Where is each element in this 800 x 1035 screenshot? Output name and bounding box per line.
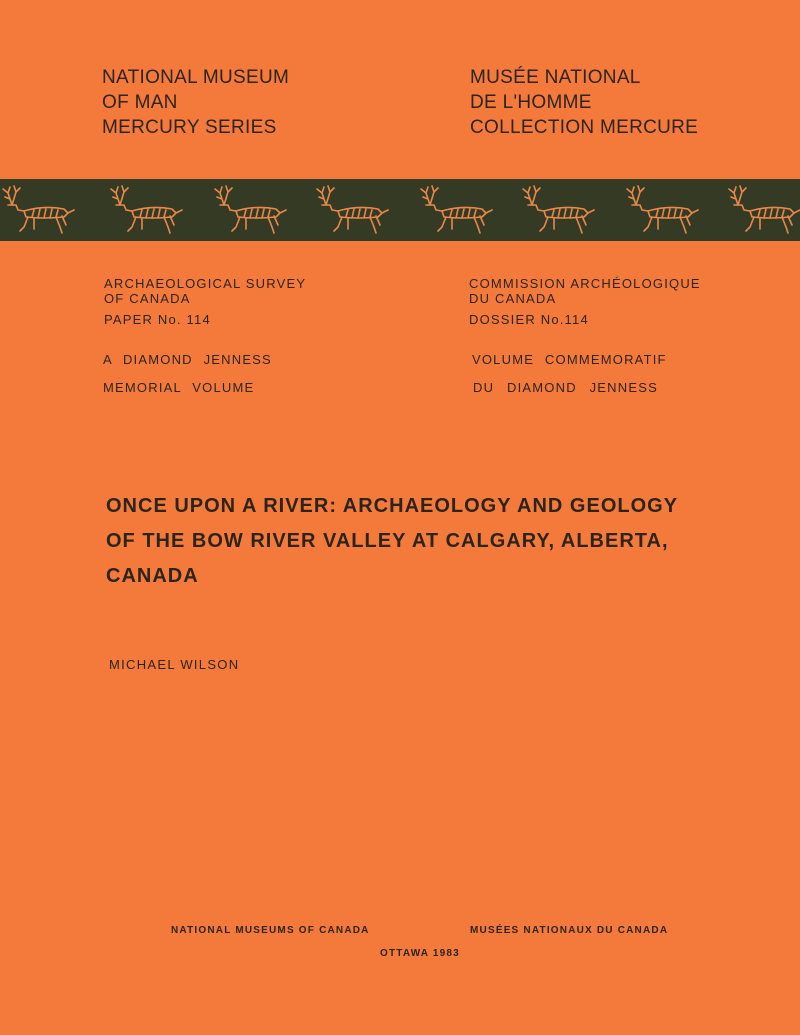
survey-en-line-2: OF CANADA: [104, 291, 191, 306]
dossier-number-fr: DOSSIER No.114: [469, 312, 589, 327]
series-en-line-1: NATIONAL MUSEUM: [102, 67, 290, 88]
survey-name-en: [104, 276, 306, 306]
survey-fr-line-2: DU CANADA: [469, 291, 557, 306]
caribou-petroglyph-icon: [111, 186, 182, 233]
paper-number-en: PAPER No. 114: [104, 312, 211, 327]
memorial-line-1-fr: VOLUME COMMEMORATIF: [472, 352, 667, 367]
series-en-line-2: OF MAN: [102, 92, 178, 113]
survey-name-fr: [469, 276, 701, 306]
series-header-french: [470, 65, 698, 140]
series-fr-line-3: COLLECTION MERCURE: [470, 117, 699, 138]
series-en-line-3: MERCURY SERIES: [102, 117, 277, 138]
series-fr-line-2: DE L'HOMME: [470, 92, 592, 113]
caribou-petroglyph-icon: [421, 186, 492, 233]
caribou-petroglyph-icon: [3, 186, 74, 233]
caribou-petroglyph-icon: [729, 186, 800, 233]
memorial-line-2-en: MEMORIAL VOLUME: [103, 380, 255, 395]
caribou-petroglyph-icon: [523, 186, 594, 233]
caribou-petroglyph-icon: [215, 186, 286, 233]
series-fr-line-1: MUSÉE NATIONAL: [470, 67, 641, 88]
caribou-band: [0, 179, 800, 241]
publisher-fr: MUSÉES NATIONAUX DU CANADA: [470, 925, 669, 936]
title-line-3: CANADA: [106, 565, 199, 587]
publisher-en: NATIONAL MUSEUMS OF CANADA: [171, 925, 370, 936]
survey-fr-line-1: COMMISSION ARCHÉOLOGIQUE: [469, 276, 701, 291]
author-name: MICHAEL WILSON: [109, 657, 240, 672]
caribou-petroglyph-icon: [317, 186, 388, 233]
book-title: [106, 489, 766, 594]
title-line-2: OF THE BOW RIVER VALLEY AT CALGARY, ALBERTA,: [106, 530, 669, 552]
survey-en-line-1: ARCHAEOLOGICAL SURVEY: [104, 276, 307, 291]
memorial-line-2-fr: DU DIAMOND JENNESS: [473, 380, 658, 395]
caribou-band-art: [0, 179, 800, 241]
place-year: OTTAWA 1983: [380, 948, 460, 959]
caribou-petroglyph-icon: [627, 186, 698, 233]
title-line-1: ONCE UPON A RIVER: ARCHAEOLOGY AND GEOLOGY: [106, 495, 679, 517]
memorial-line-1-en: A DIAMOND JENNESS: [103, 352, 272, 367]
series-header-english: [102, 65, 289, 140]
